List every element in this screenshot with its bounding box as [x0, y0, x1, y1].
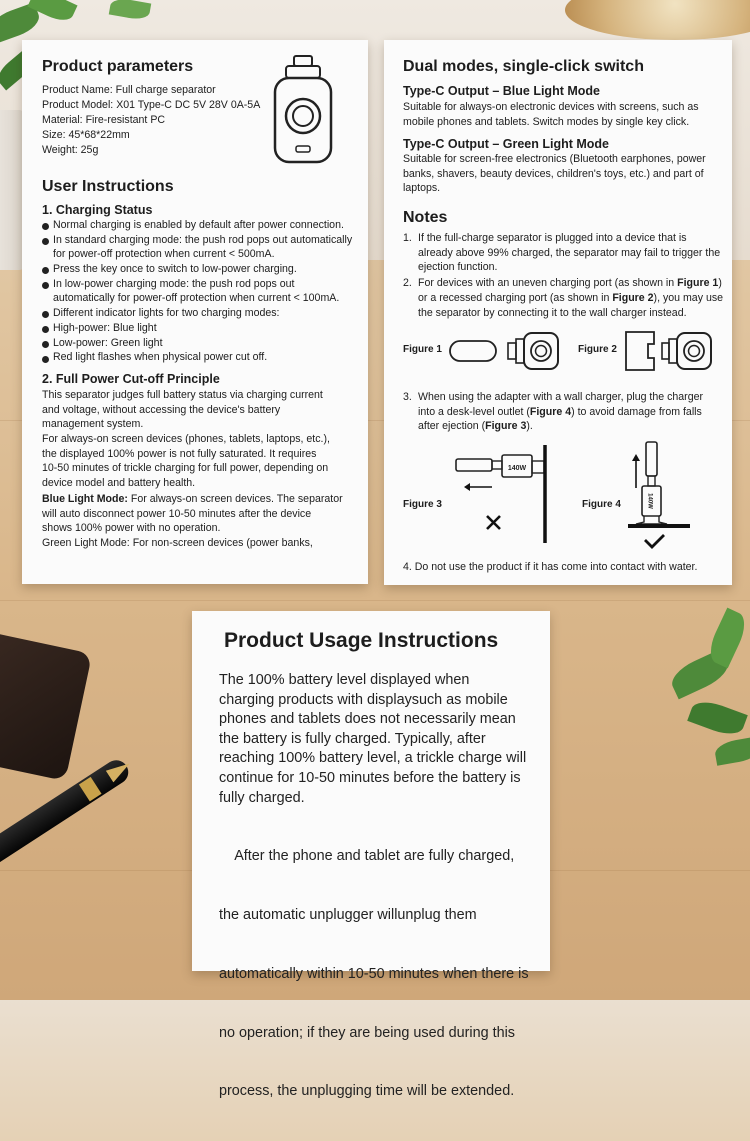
note-4-line: 4. Do not use the product if it has come into contact with water. [403, 561, 698, 573]
note-line: When using the adapter with a wall charger, plug the charger [418, 391, 704, 403]
principle-line: the displayed 100% power is not fully saturated. It requires [42, 448, 317, 460]
figure1-label: Figure 1 [403, 344, 442, 355]
usage-paragraph-1 [219, 671, 531, 808]
blue-mode-text: For always-on screen devices. The separator [127, 493, 343, 505]
param-line: Material: Fire-resistant PC [42, 114, 166, 126]
usage-line: continue for 10-50 minutes before the battery is [219, 769, 521, 786]
note-line: or a recessed charging port (as shown in Figure 2), you may use [418, 292, 724, 304]
blue-mode-line: will auto disconnect power 10-50 minutes after the device [42, 508, 312, 520]
usage-paragraph-2 [219, 808, 531, 1141]
figure4-desk-outlet-icon [628, 440, 708, 558]
note-number: 2. [403, 277, 412, 289]
separator-device-icon [272, 54, 334, 166]
note-line: the separator by connecting it to the wall charger instead. [418, 307, 687, 319]
params-title: Product parameters [42, 58, 194, 75]
usage-title: Product Usage Instructions [224, 629, 499, 652]
param-line: Size: 45*68*22mm [42, 129, 130, 141]
product-parameters-card [22, 40, 368, 584]
charging-status-continuation: for power-off protection when current < 500mA. [53, 248, 275, 260]
green-output-line: laptops. [403, 182, 441, 194]
charging-status-item: In low-power charging mode: the push rod pops out [53, 278, 295, 290]
figure3-label: Figure 3 [403, 499, 442, 510]
principle-line: and voltage, without accessing the device's battery [42, 404, 281, 416]
wood-grain [0, 600, 750, 601]
bullet-dot [42, 356, 49, 363]
blue-mode-label: Blue Light Mode: [42, 493, 128, 505]
charging-status-item: Low-power: Green light [53, 337, 163, 349]
blue-mode-line: shows 100% power with no operation. [42, 522, 221, 534]
blue-mode-line [42, 492, 343, 507]
principle-line: This separator judges full battery status via charging current [42, 389, 323, 401]
usage-line: automatically within 10-50 minutes when there is [219, 965, 529, 982]
green-mode-line: Green Light Mode: For non-screen devices (power banks, [42, 537, 313, 549]
user-instructions-title: User Instructions [42, 178, 174, 195]
charging-status-heading: 1. Charging Status [42, 203, 153, 217]
charging-status-item: Different indicator lights for two charging modes: [53, 307, 280, 319]
usage-line: process, the unplugging time will be extended. [219, 1083, 515, 1100]
blue-output-line: mobile phones and tablets. Switch modes by single key click. [403, 116, 690, 128]
dual-modes-title: Dual modes, single-click switch [403, 58, 644, 75]
note-line: ejection function. [418, 261, 498, 273]
dual-modes-card [384, 40, 732, 585]
usage-line: reaching 100% battery level, a trickle charge will [219, 750, 527, 767]
usage-line: the automatic unplugger willunplug them [219, 906, 477, 923]
green-output-line: Suitable for screen-free electronics (Bluetooth earphones, power [403, 153, 706, 165]
charging-status-item: Normal charging is enabled by default after power connection. [53, 219, 344, 231]
green-output-line: banks, shavers, beauty devices, children's toys, etc.) and part of [403, 168, 704, 180]
figure2-label: Figure 2 [578, 344, 617, 355]
charger-wattage-text-vertical: 140W [646, 493, 653, 509]
figure4-label: Figure 4 [582, 499, 621, 510]
note-line: after ejection (Figure 3). [418, 420, 533, 432]
charging-status-item: Red light flashes when physical power cut off. [53, 351, 268, 363]
bullet-dot [42, 326, 49, 333]
usage-line: the battery is fully charged. Typically, after [219, 730, 486, 747]
charging-status-continuation: automatically for power-off protection when current < 100mA. [53, 292, 340, 304]
figure1-uneven-port-icon [448, 330, 560, 372]
figure2-recessed-port-icon [624, 330, 720, 372]
usage-line: The 100% battery level displayed when [219, 672, 470, 688]
notes-title: Notes [403, 209, 448, 226]
charging-status-item: In standard charging mode: the push rod pops out automatically [53, 234, 353, 246]
param-line: Product Name: Full charge separator [42, 84, 216, 96]
charger-wattage-text: 140W [507, 465, 527, 472]
bullet-dot [42, 238, 49, 245]
bullet-dot [42, 341, 49, 348]
bullet-dot [42, 311, 49, 318]
bullet-dot [42, 267, 49, 274]
charging-status-item: Press the key once to switch to low-power charging. [53, 263, 297, 275]
usage-line: charging products with displaysuch as mobile [219, 691, 508, 708]
param-line: Weight: 25g [42, 144, 99, 156]
charging-status-item: High-power: Blue light [53, 322, 157, 334]
principle-line: 10-50 minutes of trickle charging for full power, depending on [42, 462, 329, 474]
principle-line: management system. [42, 418, 144, 430]
usage-line: fully charged. [219, 789, 305, 806]
note-number: 3. [403, 391, 412, 403]
cutoff-principle-heading: 2. Full Power Cut-off Principle [42, 372, 220, 386]
plant-leaf [687, 696, 748, 739]
usage-line: After the phone and tablet are fully charged, [219, 848, 515, 865]
param-line: Product Model: X01 Type-C DC 5V 28V 0A-5A [42, 99, 261, 111]
principle-line: device model and battery health. [42, 477, 196, 489]
usage-instructions-card [192, 611, 550, 1100]
green-output-heading: Type-C Output – Green Light Mode [403, 137, 610, 151]
leather-wallet [0, 629, 92, 781]
usage-line: no operation; if they are being used during this [219, 1024, 516, 1041]
note-line: For devices with an uneven charging port (as shown in Figure 1) [418, 277, 722, 289]
fountain-pen [0, 756, 133, 869]
figure3-wall-outlet-fall-icon [454, 445, 554, 551]
plant-leaf [713, 736, 750, 765]
note-line: into a desk-level outlet (Figure 4) to avoid damage from falls [418, 406, 702, 418]
note-line: already above 99% charged, the separator may fail to trigger the [418, 247, 721, 259]
bullet-dot [42, 223, 49, 230]
blue-output-heading: Type-C Output – Blue Light Mode [403, 84, 600, 98]
bullet-dot [42, 282, 49, 289]
usage-line: phones and tablets does not necessarily mean [219, 711, 516, 728]
principle-line: For always-on screen devices (phones, tablets, laptops, etc.), [42, 433, 330, 445]
note-line: If the full-charge separator is plugged into a device that is [418, 232, 687, 244]
note-number: 1. [403, 232, 412, 244]
blue-output-line: Suitable for always-on electronic devices with screens, such as [403, 101, 699, 113]
